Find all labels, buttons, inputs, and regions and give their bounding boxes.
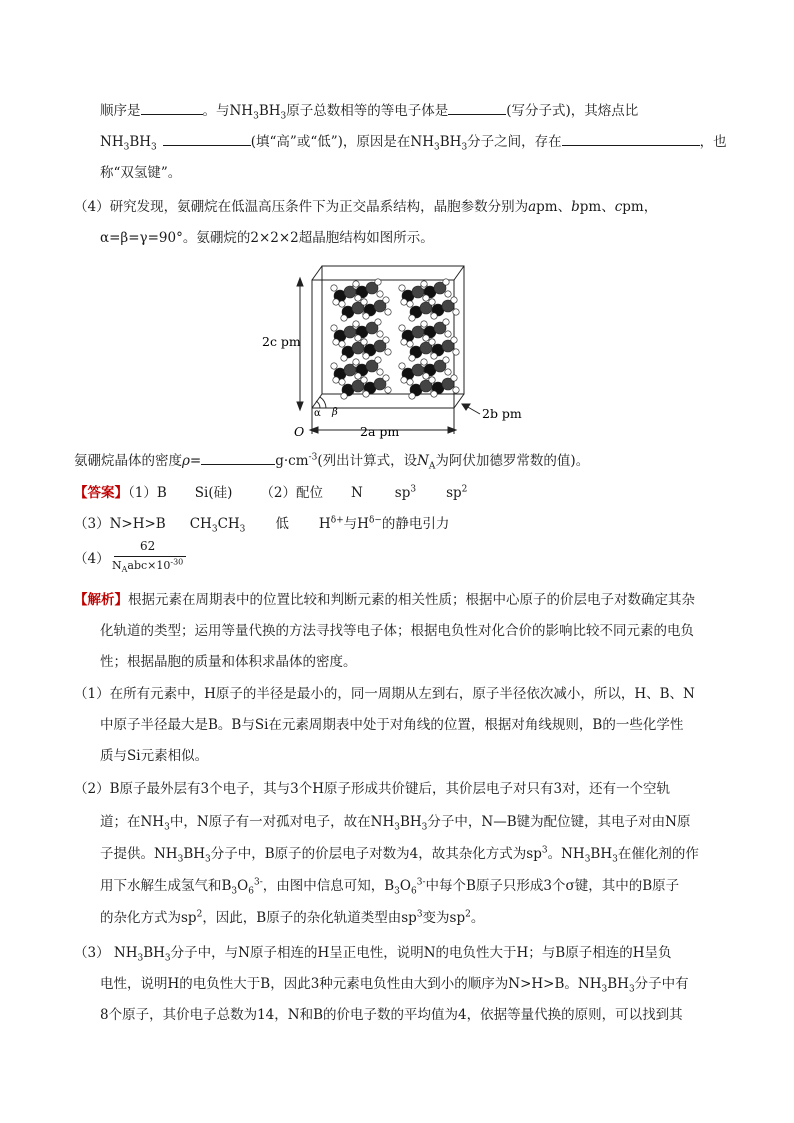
atom (361, 339, 367, 345)
answer-line-2: （3）N>H>B $CH_3CH_3$ 低 $H^{\delta+}$与$H^{\delta-}$的静电引力 (74, 515, 450, 535)
atom (421, 281, 427, 287)
atom (363, 313, 369, 319)
atom (407, 341, 413, 347)
atom (423, 295, 429, 301)
atom (431, 391, 437, 397)
fraction-denominator: $N_Aabc\times 10^{-30}$ (112, 557, 184, 575)
atom (451, 337, 457, 343)
atom (399, 285, 405, 291)
fraction-numerator: 62 (140, 539, 156, 553)
atom (443, 279, 449, 285)
analysis-line: （2）B原子最外层有3个电子，其与3个H原子形成共价键后，其价层电子对只有3对，还有一个空轨 (74, 781, 671, 797)
atom (421, 359, 427, 365)
supercell-figure (260, 258, 530, 440)
depth-label: 2b pm (482, 406, 522, 421)
atom (421, 321, 427, 327)
atom (385, 349, 391, 355)
analysis-line: 质与Si元素相似。 (100, 748, 209, 764)
atom (339, 341, 345, 347)
atom (451, 375, 457, 381)
supercell-diagram (260, 258, 530, 440)
atom (377, 331, 383, 337)
question-line-4: （4）研究发现，氨硼烷在低温高压条件下为正交晶系结构，晶胞参数分别为apm、bpm、cpm， (74, 199, 658, 215)
analysis-tag: 【解析】 (74, 592, 128, 608)
atom (423, 335, 429, 341)
atom (355, 335, 361, 341)
atom (361, 299, 367, 305)
question-line-5: α=β=γ=90°。氨硼烷的2×2×2超晶胞结构如图所示。 (100, 230, 434, 246)
atom (331, 363, 337, 369)
question-density-line: 氨硼烷晶体的密度$\rho= g\cdot cm^{-3}$(列出计算式，设$N_A$为阿伏加德罗常数的值)。 (74, 452, 590, 472)
atom (407, 379, 413, 385)
atom (443, 357, 449, 363)
atom (375, 279, 381, 285)
atom (331, 285, 337, 291)
atom (453, 309, 459, 315)
answer-tag: 【答案】 (74, 485, 128, 501)
atom (363, 353, 369, 359)
atom (401, 299, 407, 305)
atom (355, 373, 361, 379)
atom (383, 297, 389, 303)
atom (377, 369, 383, 375)
answer-blank[interactable] (201, 451, 275, 465)
width-label: 2a pm (360, 424, 400, 439)
alpha-label: α (314, 408, 321, 419)
analysis-line: 子提供。$NH_3BH_3$分子中，B原子的价层电子对数为4，故其杂化方式为$sp^3$。$NH_3BH_3$在催化剂的作 (100, 845, 699, 865)
analysis-line: 8个原子，其价电子总数为14，N和B的价电子数的平均值为4，依据等量代换的原则，可以找到其 (100, 1007, 683, 1023)
atom (333, 299, 339, 305)
atom (385, 309, 391, 315)
atom (409, 355, 415, 361)
question-line-1: 顺序是 。与$NH_3BH_3$原子总数相等的等电子体是 (写分子式)，其熔点比 (100, 103, 639, 122)
atom (341, 315, 347, 321)
atom (409, 393, 415, 399)
atom (399, 325, 405, 331)
atom (363, 391, 369, 397)
origin-label: O (294, 424, 305, 439)
atom (431, 353, 437, 359)
atom (375, 319, 381, 325)
analysis-line: 【解析】根据元素在周期表中的位置比较和判断元素的相关性质；根据中心原子的价层电子对数确定其杂 (74, 592, 695, 608)
atom (429, 339, 435, 345)
atom (429, 299, 435, 305)
beta-label: β (332, 407, 338, 418)
atom (361, 377, 367, 383)
atom (355, 295, 361, 301)
atom (431, 313, 437, 319)
atom (401, 377, 407, 383)
atom (333, 377, 339, 383)
atom (409, 315, 415, 321)
atom (451, 297, 457, 303)
atom (443, 319, 449, 325)
question-line-2: $NH_3BH_3$ (填“高”或“低”)，原因是在$NH_3BH_3$分子之间，存在 ，也 (100, 134, 727, 153)
atom (429, 377, 435, 383)
atom (341, 393, 347, 399)
atom (353, 321, 359, 327)
atom (341, 355, 347, 361)
question-line-3: 称“双氢键”。 (100, 165, 182, 181)
atom (353, 359, 359, 365)
atom (407, 301, 413, 307)
analysis-line: 性；根据晶胞的质量和体积求晶体的密度。 (100, 654, 357, 670)
analysis-line: 电性，说明H的电负性大于B，因此3种元素电负性由大到小的顺序为N>H>B。$NH_3BH_3$分子中有 (100, 976, 689, 995)
answer-blank[interactable] (562, 132, 700, 146)
analysis-line: （3） $NH_3BH_3$分子中，与N原子相连的H呈正电性，说明N的电负性大于H；与B原子相连的H呈负 (74, 945, 672, 964)
answer-blank[interactable] (141, 101, 203, 115)
analysis-line: （1）在所有元素中，H原子的半径是最小的，同一周期从左到右，原子半径依次减小，所以，H、B、N (74, 686, 695, 702)
answer-blank[interactable] (163, 132, 251, 146)
atom (375, 357, 381, 363)
analysis-line: 道；在$NH_3$中，N原子有一对孤对电子，故在$NH_3BH_3$分子中，N—B键为配位键，其电子对由N原 (100, 814, 691, 833)
atom (445, 331, 451, 337)
atom (453, 349, 459, 355)
atom (377, 291, 383, 297)
analysis-line: 用下水解生成氢气和$B_3O_6^{3-}$，由图中信息可知，$B_3O_6^{3-}$中每个B原子只形成3个σ键，其中的B原子 (100, 877, 680, 897)
atom (331, 325, 337, 331)
answer-line-1: 【答案】（1）B Si(硅) （2）配位 N $sp^3$ $sp^2$ (74, 484, 468, 501)
atom (423, 373, 429, 379)
atom (353, 281, 359, 287)
atom (339, 301, 345, 307)
atom (383, 375, 389, 381)
density-fraction (108, 538, 188, 578)
answer-blank[interactable] (448, 101, 506, 115)
atom (385, 387, 391, 393)
answer-line-3: （4） (74, 551, 110, 567)
atom (445, 369, 451, 375)
height-label: 2c pm (262, 334, 301, 349)
atom (445, 291, 451, 297)
atom (339, 379, 345, 385)
analysis-line: 的杂化方式为$sp^2$，因此，B原子的杂化轨道类型由$sp^3$变为$sp^2$。 (100, 909, 485, 926)
atom (333, 339, 339, 345)
analysis-line: 化轨道的类型；运用等量代换的方法寻找等电子体；根据电负性对化合价的影响比较不同元素的电负 (100, 623, 694, 639)
atom (453, 387, 459, 393)
atom (383, 337, 389, 343)
ammonia-borane-molecules (331, 279, 459, 399)
atom (399, 363, 405, 369)
analysis-line: 中原子半径最大是B。B与Si在元素周期表中处于对角线的位置，根据对角线规则，B的一些化学性 (100, 717, 684, 733)
atom (401, 339, 407, 345)
